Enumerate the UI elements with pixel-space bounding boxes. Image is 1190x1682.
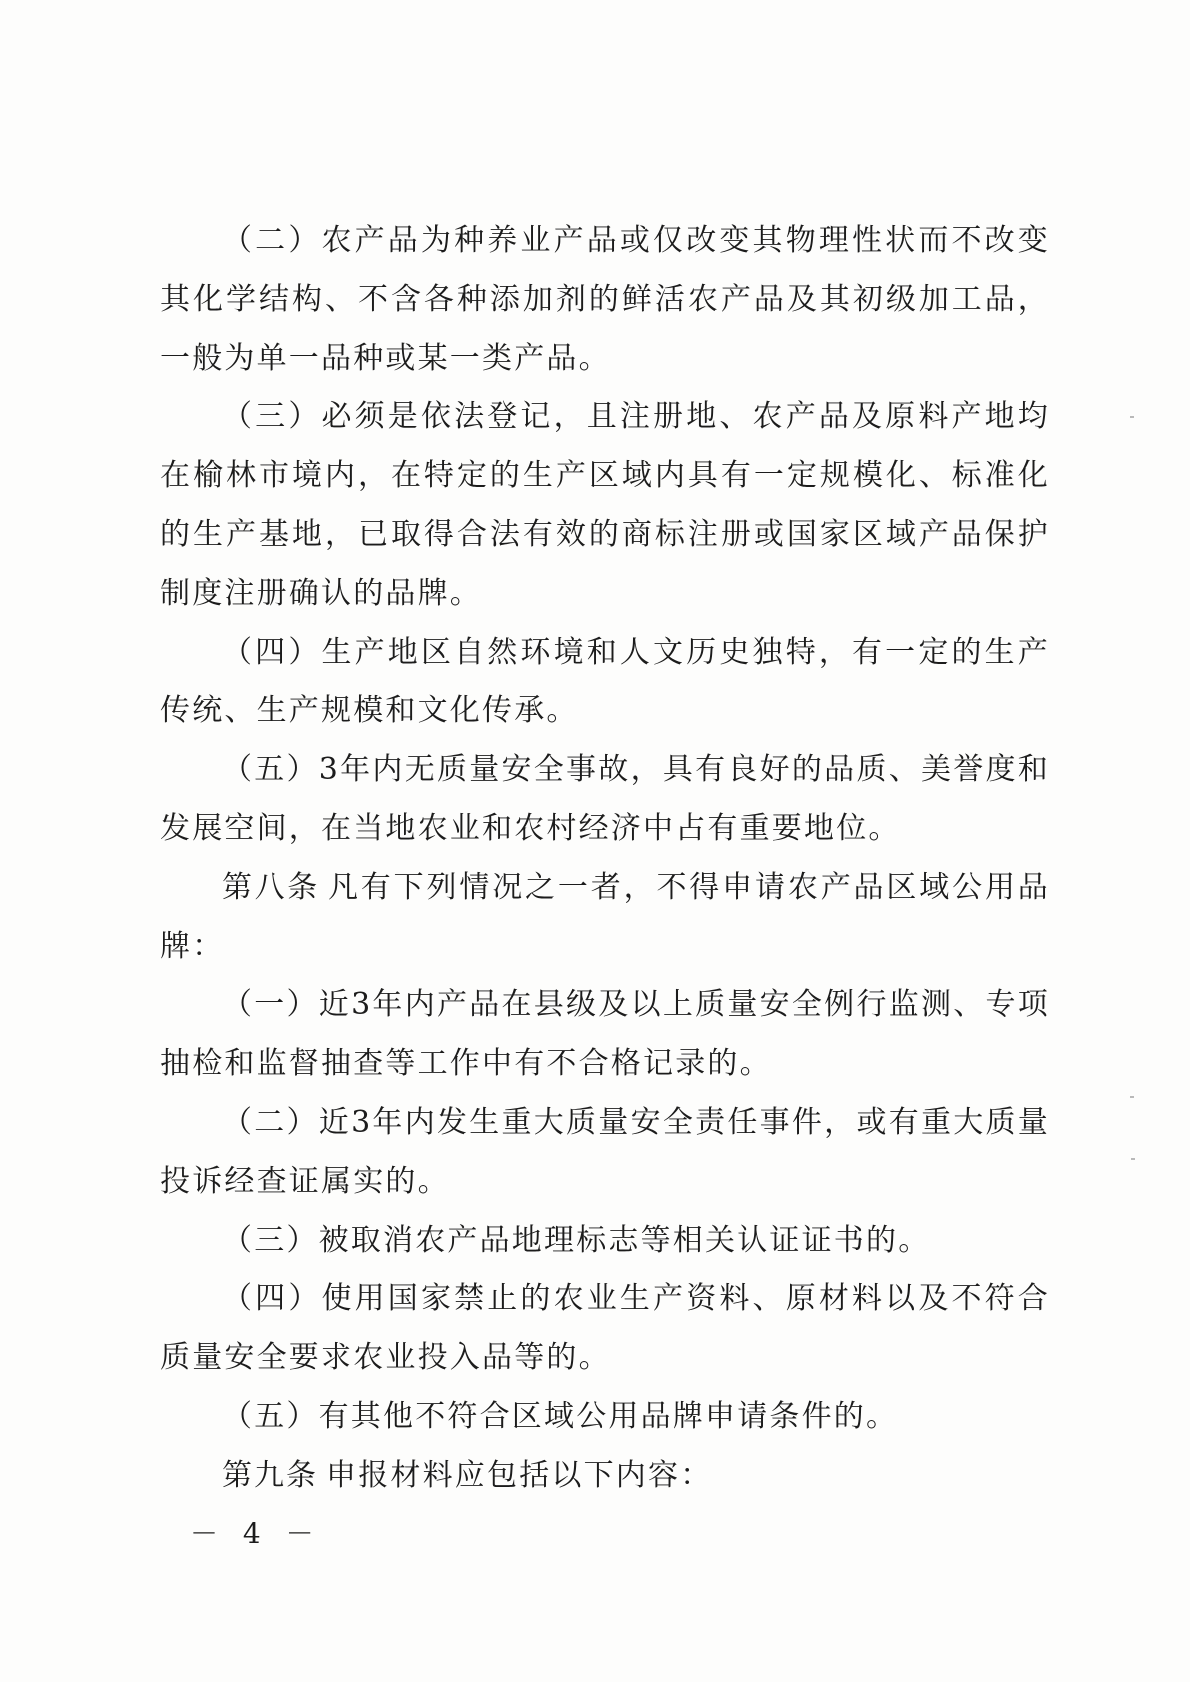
paragraph-item-2 bbox=[160, 212, 1050, 388]
paragraph-text: （四）使用国家禁止的农业生产资料、原材料以及不符合质量安全要求农业投入品等的。 bbox=[160, 1281, 1050, 1376]
page-number: － 4 － bbox=[190, 1517, 322, 1550]
article-text: 申报材料应包括以下内容： bbox=[326, 1457, 713, 1493]
paragraph-text: （五）有其他不符合区域公用品牌申请条件的。 bbox=[222, 1398, 899, 1434]
paragraph-text: （二）农产品为种养业产品或仅改变其物理性状而不改变其化学结构、不含各种添加剂的鲜活农产品及其初级加工品，一般为单一品种或某一类产品。 bbox=[160, 223, 1050, 376]
article-title: 第九条 bbox=[222, 1457, 318, 1493]
paragraph-item-4 bbox=[160, 624, 1050, 742]
article-9 bbox=[160, 1447, 1050, 1506]
exclusion-item-3 bbox=[160, 1212, 1050, 1271]
paragraph-text: （二）近3年内发生重大质量安全责任事件，或有重大质量投诉经查证属实的。 bbox=[160, 1104, 1050, 1199]
article-8 bbox=[160, 859, 1050, 977]
scan-speck bbox=[1130, 1096, 1134, 1098]
exclusion-item-1 bbox=[160, 976, 1050, 1094]
article-title: 第八条 bbox=[222, 869, 320, 905]
exclusion-item-5 bbox=[160, 1388, 1050, 1447]
paragraph-item-3 bbox=[160, 388, 1050, 623]
paragraph-text: （五）3年内无质量安全事故，具有良好的品质、美誉度和发展空间，在当地农业和农村经济中占有重要地位。 bbox=[160, 752, 1050, 846]
paragraph-text: （三）被取消农产品地理标志等相关认证证书的。 bbox=[222, 1222, 931, 1258]
scan-speck bbox=[1131, 1158, 1135, 1160]
paragraph-text: （四）生产地区自然环境和人文历史独特，有一定的生产传统、生产规模和文化传承。 bbox=[160, 634, 1050, 729]
paragraph-item-5 bbox=[160, 741, 1050, 859]
paragraph-text: （三）必须是依法登记，且注册地、农产品及原料产地均在榆林市境内，在特定的生产区域内具有一定规模化、标准化的生产基地，已取得合法有效的商标注册或国家区域产品保护制度注册确认的品牌。 bbox=[160, 399, 1050, 611]
scan-speck bbox=[1130, 416, 1134, 418]
article-text: 凡有下列情况之一者，不得申请农产品区域公用品牌： bbox=[160, 869, 1050, 964]
exclusion-item-4 bbox=[160, 1270, 1050, 1388]
document-body bbox=[160, 212, 1050, 1506]
exclusion-item-2 bbox=[160, 1094, 1050, 1212]
paragraph-text: （一）近3年内产品在县级及以上质量安全例行监测、专项抽检和监督抽查等工作中有不合格记录的。 bbox=[160, 987, 1050, 1082]
